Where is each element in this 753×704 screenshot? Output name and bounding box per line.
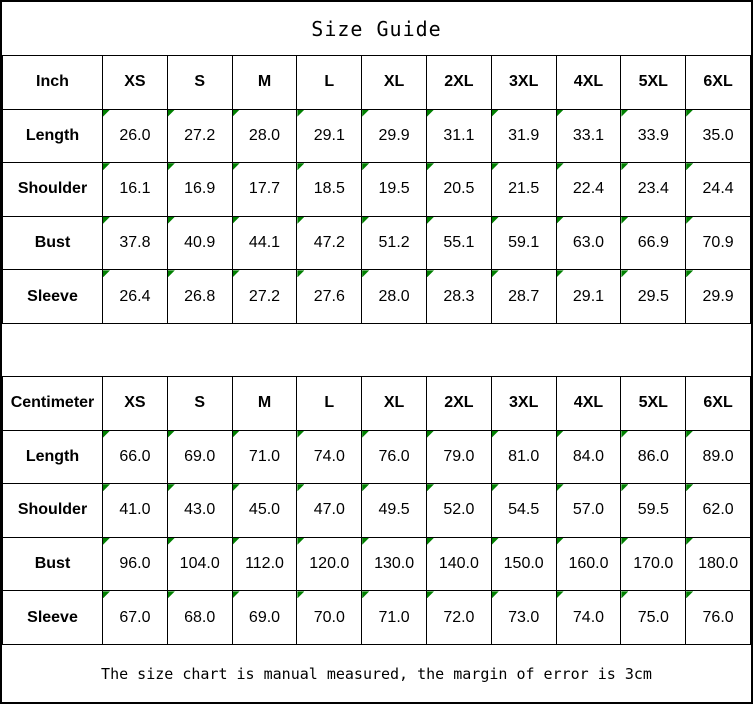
size-value: 76.0 [702,608,734,626]
size-value: 17.7 [248,180,281,198]
green-corner-marker-icon [168,591,175,598]
green-corner-marker-icon [686,217,693,224]
size-value: 76.0 [378,447,410,465]
size-value-cell [426,591,491,645]
size-table-inch [2,55,751,324]
size-value-cell [686,591,751,645]
green-corner-marker-icon [103,591,110,598]
size-value-cell [621,591,686,645]
size-value: 33.9 [637,126,669,144]
size-value: 28.7 [508,287,540,305]
table-row [3,270,751,324]
size-value-cell [167,537,232,591]
size-value-cell [362,591,427,645]
size-value: 112.0 [245,555,284,573]
size-value-cell [167,163,232,217]
size-column-header: XS [103,377,168,431]
green-corner-marker-icon [103,538,110,545]
size-value: 52.0 [443,501,475,519]
green-corner-marker-icon [557,110,564,117]
green-corner-marker-icon [427,538,434,545]
size-value: 81.0 [508,447,540,465]
size-value: 71.0 [378,608,410,626]
size-value-cell [621,484,686,538]
green-corner-marker-icon [297,431,304,438]
size-column-header: L [297,377,362,431]
green-corner-marker-icon [686,538,693,545]
size-value-cell [556,591,621,645]
size-value: 26.4 [119,287,151,305]
green-corner-marker-icon [621,163,628,170]
size-value: 84.0 [572,447,605,465]
green-corner-marker-icon [621,484,628,491]
size-value-cell [167,430,232,484]
size-value-cell [103,270,168,324]
size-value: 43.0 [184,501,216,519]
size-value-cell [167,591,232,645]
green-corner-marker-icon [557,270,564,277]
size-value: 59.1 [508,234,540,252]
size-value: 28.0 [248,126,281,144]
size-value: 27.2 [184,126,216,144]
size-value-cell [491,216,556,270]
measure-row-label: Bust [3,216,103,270]
green-corner-marker-icon [492,538,499,545]
green-corner-marker-icon [233,163,240,170]
size-value-cell [362,216,427,270]
table-row [3,591,751,645]
size-value: 31.9 [508,126,540,144]
measure-row-label: Length [3,430,103,484]
size-column-header: S [167,56,232,110]
size-value: 49.5 [378,501,410,519]
size-column-header: XL [362,56,427,110]
size-value: 45.0 [248,501,281,519]
size-value-cell [297,591,362,645]
size-value: 16.9 [184,180,216,198]
size-value: 20.5 [443,180,475,198]
green-corner-marker-icon [427,270,434,277]
size-value-cell [103,109,168,163]
green-corner-marker-icon [492,431,499,438]
size-value: 28.0 [378,287,410,305]
green-corner-marker-icon [362,163,369,170]
size-value-cell [232,109,297,163]
size-value-cell [491,430,556,484]
green-corner-marker-icon [362,591,369,598]
size-value: 29.5 [637,287,669,305]
green-corner-marker-icon [233,270,240,277]
size-value-cell [362,270,427,324]
size-value-cell [426,484,491,538]
size-value: 66.0 [119,447,151,465]
footer-note: The size chart is manual measured, the margin of error is 3cm [101,664,652,683]
size-value-cell [426,216,491,270]
size-value: 33.1 [572,126,605,144]
table-row [3,216,751,270]
green-corner-marker-icon [233,591,240,598]
size-value: 29.1 [572,287,605,305]
size-value-cell [232,591,297,645]
size-value: 74.0 [572,608,605,626]
size-value-cell [556,484,621,538]
size-value-cell [426,163,491,217]
green-corner-marker-icon [686,484,693,491]
green-corner-marker-icon [103,217,110,224]
green-corner-marker-icon [103,484,110,491]
green-corner-marker-icon [621,110,628,117]
size-value-cell [362,430,427,484]
size-value-cell [103,591,168,645]
size-value-cell [362,163,427,217]
green-corner-marker-icon [427,431,434,438]
size-value: 26.0 [119,126,151,144]
size-value: 29.9 [378,126,410,144]
green-corner-marker-icon [427,217,434,224]
measure-row-label: Bust [3,537,103,591]
size-column-header: 2XL [426,377,491,431]
green-corner-marker-icon [492,270,499,277]
size-value: 70.0 [313,608,345,626]
size-value: 57.0 [572,501,605,519]
size-column-header: 5XL [621,377,686,431]
measure-row-label: Length [3,109,103,163]
size-value-cell [103,484,168,538]
green-corner-marker-icon [557,591,564,598]
size-value: 54.5 [508,501,540,519]
green-corner-marker-icon [297,217,304,224]
size-value-cell [621,537,686,591]
size-value: 79.0 [443,447,475,465]
measure-row-label: Shoulder [3,163,103,217]
size-value: 140.0 [438,555,479,573]
size-value: 26.8 [184,287,216,305]
size-value: 41.0 [119,501,151,519]
header-row [3,56,751,110]
green-corner-marker-icon [557,163,564,170]
size-value-cell [103,537,168,591]
green-corner-marker-icon [233,431,240,438]
size-value-cell [621,216,686,270]
size-column-header: XS [103,56,168,110]
size-value: 47.2 [313,234,345,252]
green-corner-marker-icon [362,484,369,491]
size-value-cell [297,484,362,538]
size-value-cell [426,270,491,324]
size-column-header: 4XL [556,56,621,110]
green-corner-marker-icon [427,110,434,117]
size-value-cell [167,270,232,324]
size-value-cell [621,430,686,484]
green-corner-marker-icon [297,484,304,491]
size-value: 69.0 [184,447,216,465]
size-value-cell [232,537,297,591]
size-value: 69.0 [248,608,281,626]
table-row [3,484,751,538]
green-corner-marker-icon [621,270,628,277]
table-row [3,537,751,591]
size-value: 18.5 [313,180,345,198]
size-value: 21.5 [508,180,540,198]
green-corner-marker-icon [686,163,693,170]
green-corner-marker-icon [686,431,693,438]
size-value-cell [556,216,621,270]
green-corner-marker-icon [557,217,564,224]
size-value-cell [686,270,751,324]
size-value-cell [621,109,686,163]
size-value: 16.1 [119,180,151,198]
size-value-cell [297,430,362,484]
size-column-header: L [297,56,362,110]
size-value-cell [297,270,362,324]
green-corner-marker-icon [168,110,175,117]
size-value: 44.1 [248,234,281,252]
green-corner-marker-icon [427,163,434,170]
size-value-cell [556,109,621,163]
size-value: 29.1 [313,126,345,144]
size-value-cell [491,163,556,217]
size-value-cell [556,537,621,591]
green-corner-marker-icon [297,538,304,545]
size-value-cell [297,537,362,591]
green-corner-marker-icon [168,163,175,170]
size-value: 19.5 [378,180,410,198]
unit-header-cell: Centimeter [3,377,103,431]
size-value-cell [686,163,751,217]
green-corner-marker-icon [492,217,499,224]
size-column-header: XL [362,377,427,431]
size-value-cell [362,109,427,163]
size-value-cell [491,109,556,163]
size-value: 86.0 [637,447,669,465]
size-value-cell [491,270,556,324]
size-value-cell [232,216,297,270]
size-value-cell [426,109,491,163]
size-value-cell [491,537,556,591]
page-title: Size Guide [311,16,442,41]
size-column-header: M [232,377,297,431]
size-value-cell [167,109,232,163]
green-corner-marker-icon [168,538,175,545]
size-value-cell [426,430,491,484]
green-corner-marker-icon [557,431,564,438]
size-value: 27.2 [248,287,281,305]
green-corner-marker-icon [621,431,628,438]
size-value-cell [362,484,427,538]
size-value: 55.1 [443,234,475,252]
size-column-header: S [167,377,232,431]
size-value: 51.2 [378,234,410,252]
size-value-cell [103,163,168,217]
size-value: 29.9 [702,287,734,305]
size-value-cell [297,216,362,270]
size-value-cell [103,216,168,270]
green-corner-marker-icon [686,591,693,598]
green-corner-marker-icon [362,431,369,438]
green-corner-marker-icon [362,110,369,117]
green-corner-marker-icon [492,484,499,491]
size-value-cell [491,484,556,538]
size-value: 47.0 [313,501,345,519]
green-corner-marker-icon [362,217,369,224]
size-value: 130.0 [374,555,415,573]
size-column-header: 3XL [491,377,556,431]
size-value: 75.0 [637,608,669,626]
size-value: 22.4 [572,180,605,198]
table-row [3,109,751,163]
green-corner-marker-icon [686,270,693,277]
size-value: 31.1 [443,126,475,144]
green-corner-marker-icon [362,270,369,277]
green-corner-marker-icon [686,110,693,117]
size-value: 24.4 [702,180,734,198]
size-value: 59.5 [637,501,669,519]
size-value: 96.0 [119,555,151,573]
size-value: 62.0 [702,501,734,519]
size-value: 150.0 [503,555,544,573]
size-value-cell [621,270,686,324]
green-corner-marker-icon [427,591,434,598]
size-column-header: 2XL [426,56,491,110]
size-value: 28.3 [443,287,475,305]
size-value: 63.0 [572,234,605,252]
green-corner-marker-icon [233,484,240,491]
size-value: 27.6 [313,287,345,305]
size-value: 68.0 [184,608,216,626]
size-column-header: M [232,56,297,110]
green-corner-marker-icon [492,110,499,117]
size-value-cell [297,163,362,217]
size-value-cell [686,537,751,591]
size-value: 71.0 [248,447,281,465]
green-corner-marker-icon [557,538,564,545]
size-value-cell [167,484,232,538]
green-corner-marker-icon [103,110,110,117]
size-value-cell [491,591,556,645]
green-corner-marker-icon [103,270,110,277]
header-row [3,377,751,431]
green-corner-marker-icon [168,217,175,224]
green-corner-marker-icon [297,591,304,598]
size-value: 120.0 [309,555,350,573]
size-value: 37.8 [119,234,151,252]
green-corner-marker-icon [168,270,175,277]
green-corner-marker-icon [233,217,240,224]
green-corner-marker-icon [103,431,110,438]
size-value-cell [556,430,621,484]
measure-row-label: Sleeve [3,591,103,645]
size-value-cell [556,163,621,217]
size-value-cell [232,163,297,217]
size-value: 170.0 [633,555,674,573]
green-corner-marker-icon [297,163,304,170]
size-value-cell [232,430,297,484]
size-value: 160.0 [568,555,609,573]
size-value: 67.0 [119,608,151,626]
size-value-cell [621,163,686,217]
size-value-cell [686,484,751,538]
table-spacer [2,324,751,376]
size-value-cell [686,216,751,270]
size-column-header: 6XL [686,377,751,431]
measure-row-label: Sleeve [3,270,103,324]
size-value-cell [686,109,751,163]
size-value-cell [232,270,297,324]
green-corner-marker-icon [103,163,110,170]
size-value-cell [686,430,751,484]
table-row [3,163,751,217]
green-corner-marker-icon [362,538,369,545]
unit-header-cell: Inch [3,56,103,110]
green-corner-marker-icon [492,163,499,170]
size-value: 72.0 [443,608,475,626]
green-corner-marker-icon [297,110,304,117]
green-corner-marker-icon [557,484,564,491]
size-table-centimeter [2,376,751,645]
size-value-cell [426,537,491,591]
size-column-header: 4XL [556,377,621,431]
size-value: 23.4 [637,180,669,198]
size-value: 74.0 [313,447,345,465]
size-value: 73.0 [508,608,540,626]
green-corner-marker-icon [233,110,240,117]
size-column-header: 5XL [621,56,686,110]
size-column-header: 3XL [491,56,556,110]
size-value-cell [556,270,621,324]
green-corner-marker-icon [297,270,304,277]
size-value: 180.0 [698,555,739,573]
size-column-header: 6XL [686,56,751,110]
size-value: 35.0 [702,126,734,144]
measure-row-label: Shoulder [3,484,103,538]
size-value: 70.9 [702,234,734,252]
green-corner-marker-icon [621,591,628,598]
green-corner-marker-icon [168,484,175,491]
size-value: 40.9 [184,234,216,252]
size-value-cell [297,109,362,163]
size-value-cell [232,484,297,538]
size-value-cell [103,430,168,484]
size-value: 104.0 [179,555,220,573]
green-corner-marker-icon [621,217,628,224]
green-corner-marker-icon [233,538,240,545]
green-corner-marker-icon [621,538,628,545]
size-value-cell [362,537,427,591]
table-row [3,430,751,484]
size-value: 66.9 [637,234,669,252]
green-corner-marker-icon [492,591,499,598]
size-value: 89.0 [702,447,734,465]
size-value-cell [167,216,232,270]
green-corner-marker-icon [168,431,175,438]
green-corner-marker-icon [427,484,434,491]
